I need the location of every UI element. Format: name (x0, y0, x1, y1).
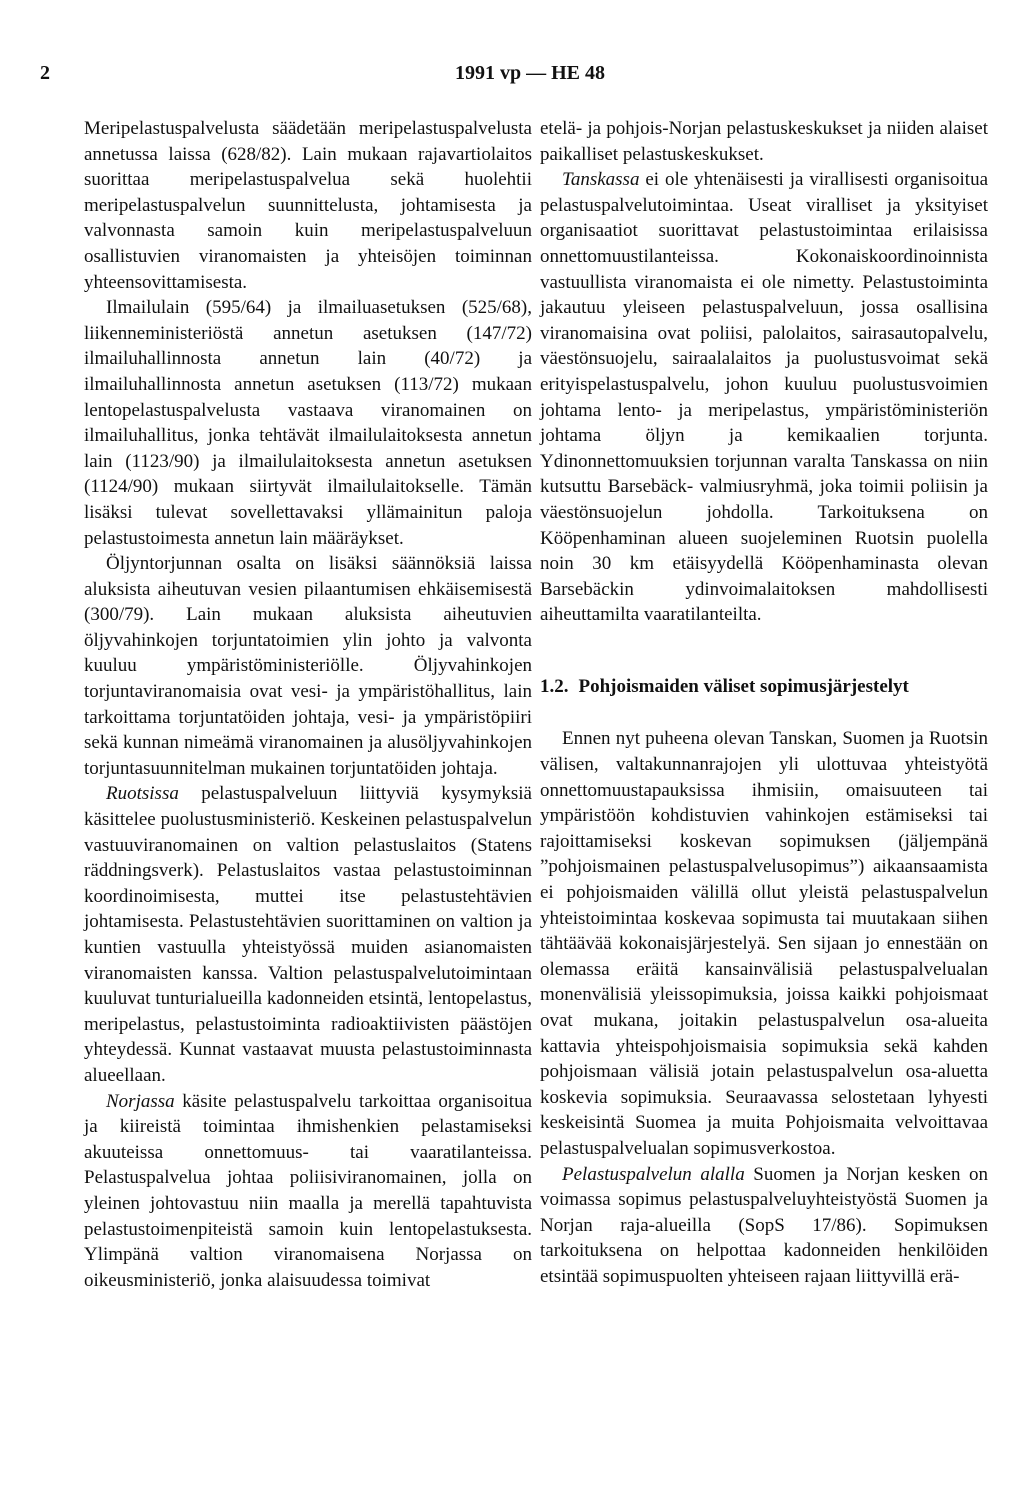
paragraph-oljyntorjunta: Öljyntorjunnan osalta on lisäksi säännöksiä laissa aluksista aiheutuvan vesien pilaantumisen ehkäisemisestä (300/79). Lain mukaan aluksista aiheutuvien öljyvahinkojen torjuntatoimien ylin johto ja valvonta kuuluu ympäristöministeriölle. Öljyvahinkojen torjuntaviranomaisia ovat vesi- ja ympäristöhallitus, lain tarkoittama torjuntatöiden johtaja, vesi- ja ympäristöpiiri sekä kunnan nimeämä viranomainen ja alusöljyvahinkojen torjuntasuunnitelman mukainen torjuntatöiden johtaja. (84, 553, 532, 779)
lead-norjassa: Norjassa (106, 1090, 175, 1112)
lead-tanskassa: Tanskassa (562, 169, 640, 191)
lead-ruotsissa: Ruotsissa (106, 783, 179, 805)
page-number: 2 (40, 62, 50, 84)
section-number: 1.2. (540, 675, 569, 697)
paragraph-norja-continued: etelä- ja pohjois-Norjan pelastuskeskukset ja niiden alaiset paikalliset pelastuskeskukset. (540, 118, 988, 165)
body-pelastuspalvelun-alalla: Suomen ja Norjan kesken on voimassa sopimus pelastuspalveluyhteistyöstä Suomen ja Norjan raja-alueilla (SopS 17/86). Sopimuksen tarkoituksena on helpottaa kadonneiden henkilöiden etsintää sopimuspuolten yhteiseen rajaan liittyvillä erä- (540, 1163, 988, 1287)
paragraph-norja (84, 1089, 532, 1294)
paragraph-pelastuspalvelun-alalla (540, 1162, 988, 1290)
paragraph-ruotsi (84, 781, 532, 1088)
paragraph-ilmailulaki: Ilmailulain (595/64) ja ilmailuasetuksen (525/68), liikenneministeriöstä annetun asetuksen (147/72) ilmailuhallinnosta annetun lain (40/72) ja ilmailuhallinnosta annetun asetuksen (113/72) mukaan lentopelastuspalvelusta vastaava viranomainen on ilmailuhallitus, jonka tehtävät ilmailulaitoksesta annetun lain (1123/90) ja ilmailulaitoksesta annetun asetuksen (1124/90) mukaan siirtyvät ilmailulaitokselle. Tämän lisäksi tulevat sovellettavaksi yllämainitun paloja pelastustoimesta annetun lain määräykset. (84, 297, 532, 549)
left-column (84, 116, 532, 1293)
body-ruotsi: pelastuspalveluun liittyviä kysymyksiä käsittelee puolustusministeriö. Keskeinen pelastuspalvelun vastuuviranomainen on valtion pelastuslaitos (Statens räddningsverk). Pelastuslaitos vastaa pelastustoiminnan koordinoimisesta, muttei itse pelastustehtävien johtamisesta. Pelastustehtävien suorittaminen on valtion ja kuntien vastuulla yhteistyössä muiden asianomaisten viranomaisten kanssa. Valtion pelastuspalvelutoimintaan kuuluvat tunturialueilla kadonneiden etsintä, lentopelastus, meripelastus, pelastustoiminta radioaktiivisten päästöjen yhteydessä. Kunnat vastaavat muusta pelastustoiminnasta alueellaan. (84, 783, 532, 1086)
paragraph-tanska (540, 167, 988, 628)
body-norja: käsite pelastuspalvelu tarkoittaa organisoitua ja kiireistä toimintaa ihmishenkien pelastamiseksi akuuteissa onnettomuus- tai vaaratilanteissa. Pelastuspalvelua johtaa poliisiviranomainen, jolla on yleinen johtovastuu niin maalla ja merellä tapahtuvista pelastustoimenpiteistä samoin kuin lentopelastuksesta. Ylimpänä valtion viranomaisena Norjassa on oikeusministeriö, jonka alaisuudessa toimivat (84, 1090, 533, 1291)
section-heading (540, 674, 988, 700)
paragraph-sopimukset: Ennen nyt puheena olevan Tanskan, Suomen ja Ruotsin välisen, valtakunnanrajojen yli ulottuvaa yhteistyötä onnettomuustapauksissa ihmisiin, omaisuuteen tai ympäristöön kohdistuvien vahinkojen estämiseksi tai rajoittamiseksi koskevan sopimuksen (jäljempänä ”pohjoismainen pelastuspalvelusopimus”) aikaansaamista ei pohjoismaiden välillä ollut yleistä pelastuspalvelun yhteistoimintaa koskevaa sopimusta tai muutakaan siihen tähtäävää kokonaisjärjestelyä. Sen sijaan jo ennestään on olemassa eräitä kansainvälisiä pelastuspalvelualan monenvälisiä yleissopimuksia, joissa kaikki pohjoismaat ovat mukana, joitakin pelastuspalvelun osa-alueita kattavia yhteispohjoismaisia sopimuksia sekä kahden pohjoismaan välisiä jotain pelastuspalvelun osa-aluetta koskevia sopimuksia. Seuraavassa selostetaan lyhyesti keskeisintä Suomea ja muita Pohjoismaita velvoittavaa pelastuspalvelualan sopimusverkostoa. (540, 728, 988, 1159)
running-header: 1991 vp — HE 48 (454, 62, 606, 84)
paragraph-meripelastus: Meripelastuspalvelusta säädetään meripelastuspalvelusta annetussa laissa (628/82). Lain mukaan rajavartiolaitos suorittaa meripelastuspalvelua sekä huolehtii meripelastuspalvelun suunnittelusta, johtamisesta ja valvonnasta samoin kuin meripelastuspalveluun osallistuvien viranomaisten ja yhteisöjen toiminnan yhteensovittamisesta. (84, 118, 532, 293)
section-title: Pohjoismaiden väliset sopimusjärjestelyt (578, 675, 909, 697)
lead-pelastuspalvelun-alalla: Pelastuspalvelun alalla (562, 1163, 745, 1185)
body-tanska: ei ole yhtenäisesti ja virallisesti organisoitua pelastuspalvelutoimintaa. Useat viralliset ja yksityiset organisaatiot suorittavat pelastustoimintaa erilaisissa onnettomuustilanteissa. Kokonaiskoordinoinnista vastuullista viranomaista ei ole nimetty. Pelastustoiminta jakautuu yleiseen pelastuspalveluun, jossa osallisina viranomaisina ovat poliisi, palolaitos, sairasautopalvelu, väestönsuojelu, sairaalalaitos ja puolustusvoimat sekä erityispelastuspalvelu, johon kuuluu puolustusvoimien johtama lento- ja meripelastus, ympäristöministeriön johtama öljyn ja kemikaalien torjunta. Ydinonnettomuuksien torjunnan varalta Tanskassa on niin kutsuttu Barsebäck- valmiusryhmä, joka toimii poliisin ja väestönsuojelun johdolla. Tarkoituksena on Kööpenhaminan alueen suojeleminen Ruotsin puolella noin 30 km etäisyydellä Kööpenhaminasta olevan Barsebäckin ydinvoimalaitoksen mahdollisesti aiheuttamilta vaaratilanteilta. (540, 169, 989, 626)
right-column (540, 116, 988, 1290)
